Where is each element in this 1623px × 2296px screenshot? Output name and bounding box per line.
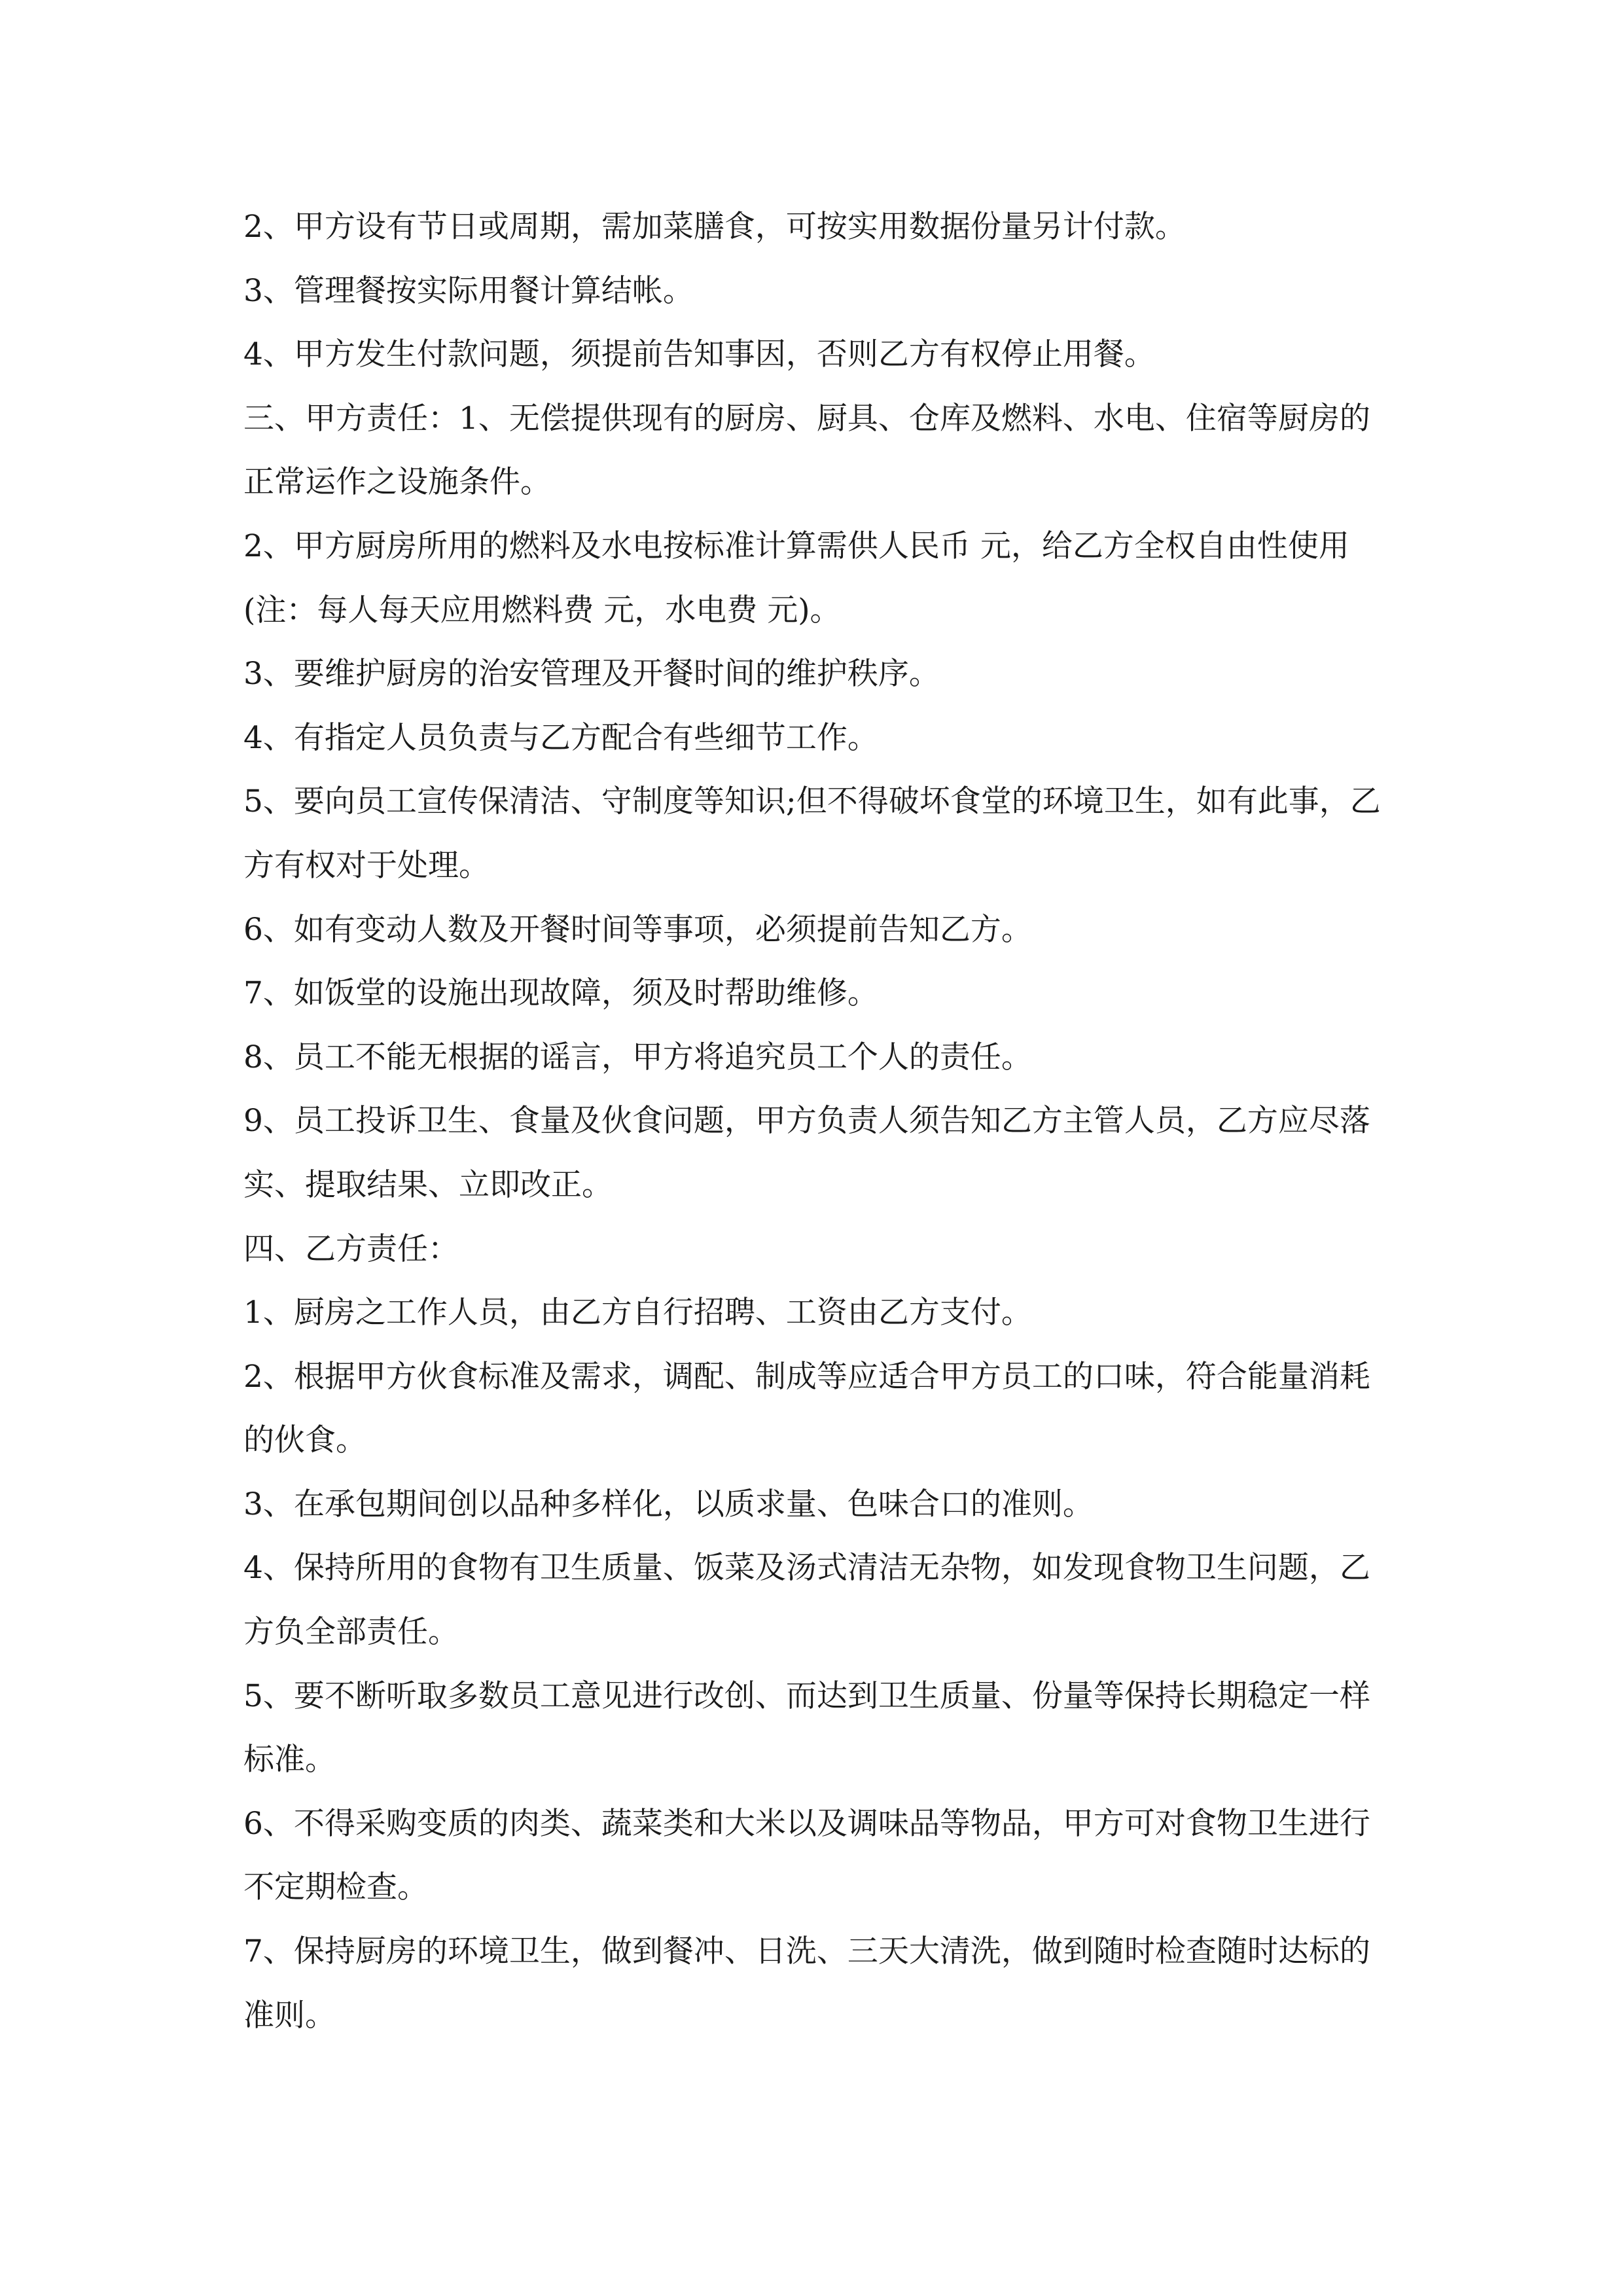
paragraph-party-a-duty-3: 3、要维护厨房的治安管理及开餐时间的维护秩序。 — [243, 656, 940, 692]
paragraph-party-b-duty-5: 5、要不断听取多数员工意见进行改创、而达到卫生质量、份量等保持长期稳定一样标准。 — [243, 1677, 1370, 1778]
paragraph-clause-3-management-meals: 3、管理餐按实际用餐计算结帐。 — [243, 272, 694, 309]
paragraph-clause-2-holiday-meals: 2、甲方设有节日或周期，需加菜膳食，可按实用数据份量另计付款。 — [243, 209, 1186, 245]
paragraph-party-a-duty-9: 9、员工投诉卫生、食量及伙食问题，甲方负责人须告知乙方主管人员，乙方应尽落实、提取结果、立即改正。 — [243, 1103, 1370, 1203]
paragraph-party-b-duty-7: 7、保持厨房的环境卫生，做到餐冲、日洗、三天大清洗，做到随时检查随时达标的准则。 — [243, 1933, 1370, 2034]
document-body — [243, 195, 1390, 2047]
paragraph-party-b-duty-3: 3、在承包期间创以品种多样化，以质求量、色味合口的准则。 — [243, 1486, 1094, 1522]
paragraph-party-a-duty-2: 2、甲方厨房所用的燃料及水电按标准计算需供人民币 元，给乙方全权自由性使用(注：每人每天应用燃料费 元，水电费 元)。 — [243, 528, 1349, 628]
paragraph-party-a-duty-6: 6、如有变动人数及开餐时间等事项，必须提前告知乙方。 — [243, 911, 1032, 948]
paragraph-party-a-duty-4: 4、有指定人员负责与乙方配合有些细节工作。 — [243, 719, 878, 756]
paragraph-party-a-duty-8: 8、员工不能无根据的谣言，甲方将追究员工个人的责任。 — [243, 1039, 1032, 1075]
paragraph-party-b-duty-4: 4、保持所用的食物有卫生质量、饭菜及汤式清洁无杂物，如发现食物卫生问题，乙方负全部责任。 — [243, 1550, 1370, 1651]
paragraph-party-b-duty-6: 6、不得采购变质的肉类、蔬菜类和大米以及调味品等物品，甲方可对食物卫生进行不定期检查。 — [243, 1805, 1370, 1906]
paragraph-party-b-duty-1: 1、厨房之工作人员，由乙方自行招聘、工资由乙方支付。 — [243, 1295, 1032, 1331]
paragraph-party-a-duty-5: 5、要向员工宣传保清洁、守制度等知识;但不得破坏食堂的环境卫生，如有此事，乙方有权对于处理。 — [243, 783, 1381, 884]
paragraph-party-a-duty-7: 7、如饭堂的设施出现故障，须及时帮助维修。 — [243, 975, 878, 1012]
paragraph-clause-4-payment-issues: 4、甲方发生付款问题，须提前告知事因，否则乙方有权停止用餐。 — [243, 336, 1155, 373]
section-heading-party-b-duties: 四、乙方责任： — [243, 1230, 459, 1267]
paragraph-party-b-duty-2: 2、根据甲方伙食标准及需求，调配、制成等应适合甲方员工的口味，符合能量消耗的伙食。 — [243, 1358, 1370, 1459]
paragraph-section-3-party-a-duties: 三、甲方责任：1、无偿提供现有的厨房、厨具、仓库及燃料、水电、住宿等厨房的正常运作之设施条件。 — [243, 400, 1370, 501]
